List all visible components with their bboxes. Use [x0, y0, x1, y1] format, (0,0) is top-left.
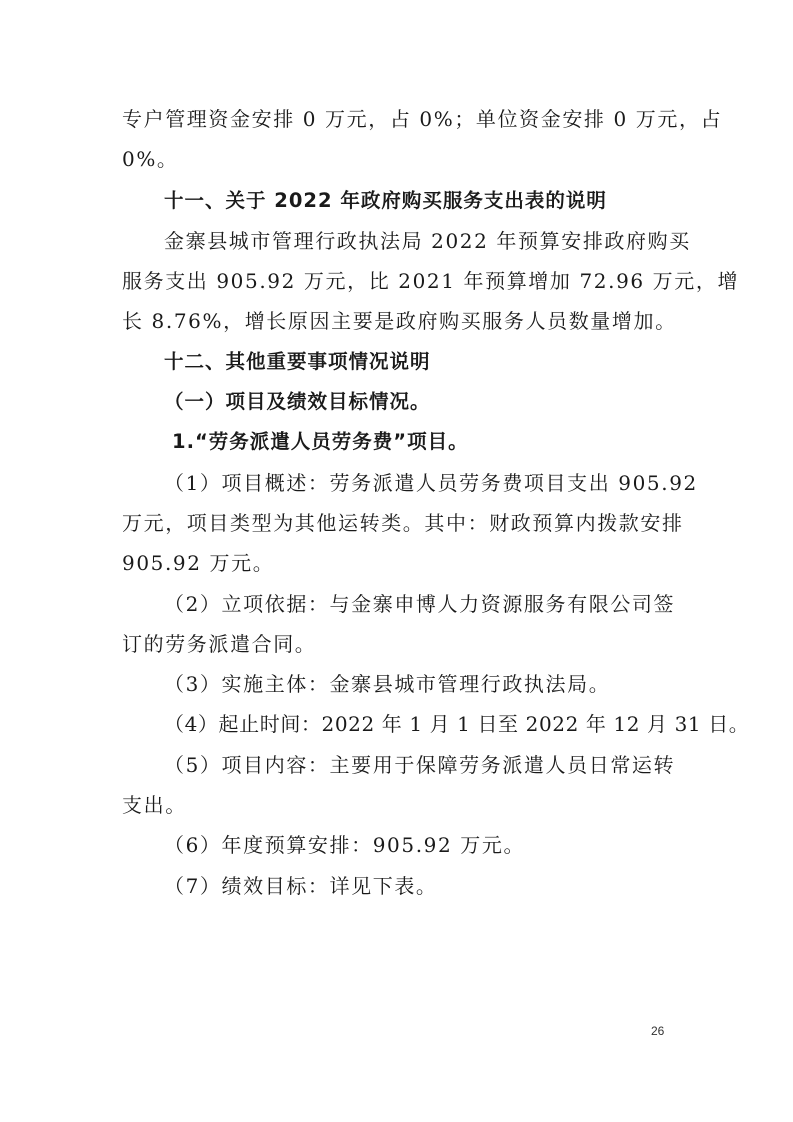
body-line-13: （2）立项依据：与金寨申博人力资源服务有限公司签 [164, 592, 676, 616]
body-line-12: 905.92 万元。 [122, 551, 275, 575]
body-line-16: （4）起止时间：2022 年 1 月 1 日至 2022 年 12 月 31 日。 [164, 712, 750, 736]
body-line-4: 金寨县城市管理行政执法局 2022 年预算安排政府购买 [164, 229, 691, 253]
body-line-6: 长 8.76%，增长原因主要是政府购买服务人员数量增加。 [122, 309, 677, 333]
body-line-14: 订的劳务派遣合同。 [122, 632, 317, 656]
subsection-heading: （一）项目及绩效目标情况。 [164, 390, 431, 413]
body-line-20: （7）绩效目标：详见下表。 [164, 874, 438, 898]
page-number: 26 [651, 1024, 665, 1038]
body-line-1: 专户管理资金安排 0 万元，占 0%；单位资金安排 0 万元，占 [122, 107, 723, 131]
body-line-10: （1）项目概述：劳务派遣人员劳务费项目支出 905.92 [164, 471, 698, 495]
body-line-19: （6）年度预算安排：905.92 万元。 [164, 833, 526, 857]
body-line-5: 服务支出 905.92 万元，比 2021 年预算增加 72.96 万元，增 [122, 269, 740, 293]
project-heading: 1.“劳务派遣人员劳务费”项目。 [172, 430, 469, 453]
body-line-2: 0%。 [122, 147, 179, 171]
section-heading-12: 十二、其他重要事项情况说明 [164, 350, 431, 373]
body-line-18: 支出。 [122, 793, 187, 817]
body-line-17: （5）项目内容：主要用于保障劳务派遣人员日常运转 [164, 753, 676, 777]
body-line-15: （3）实施主体：金寨县城市管理行政执法局。 [164, 672, 611, 696]
section-heading-11: 十一、关于 2022 年政府购买服务支出表的说明 [164, 189, 607, 212]
body-line-11: 万元，项目类型为其他运转类。其中：财政预算内拨款安排 [122, 511, 684, 535]
